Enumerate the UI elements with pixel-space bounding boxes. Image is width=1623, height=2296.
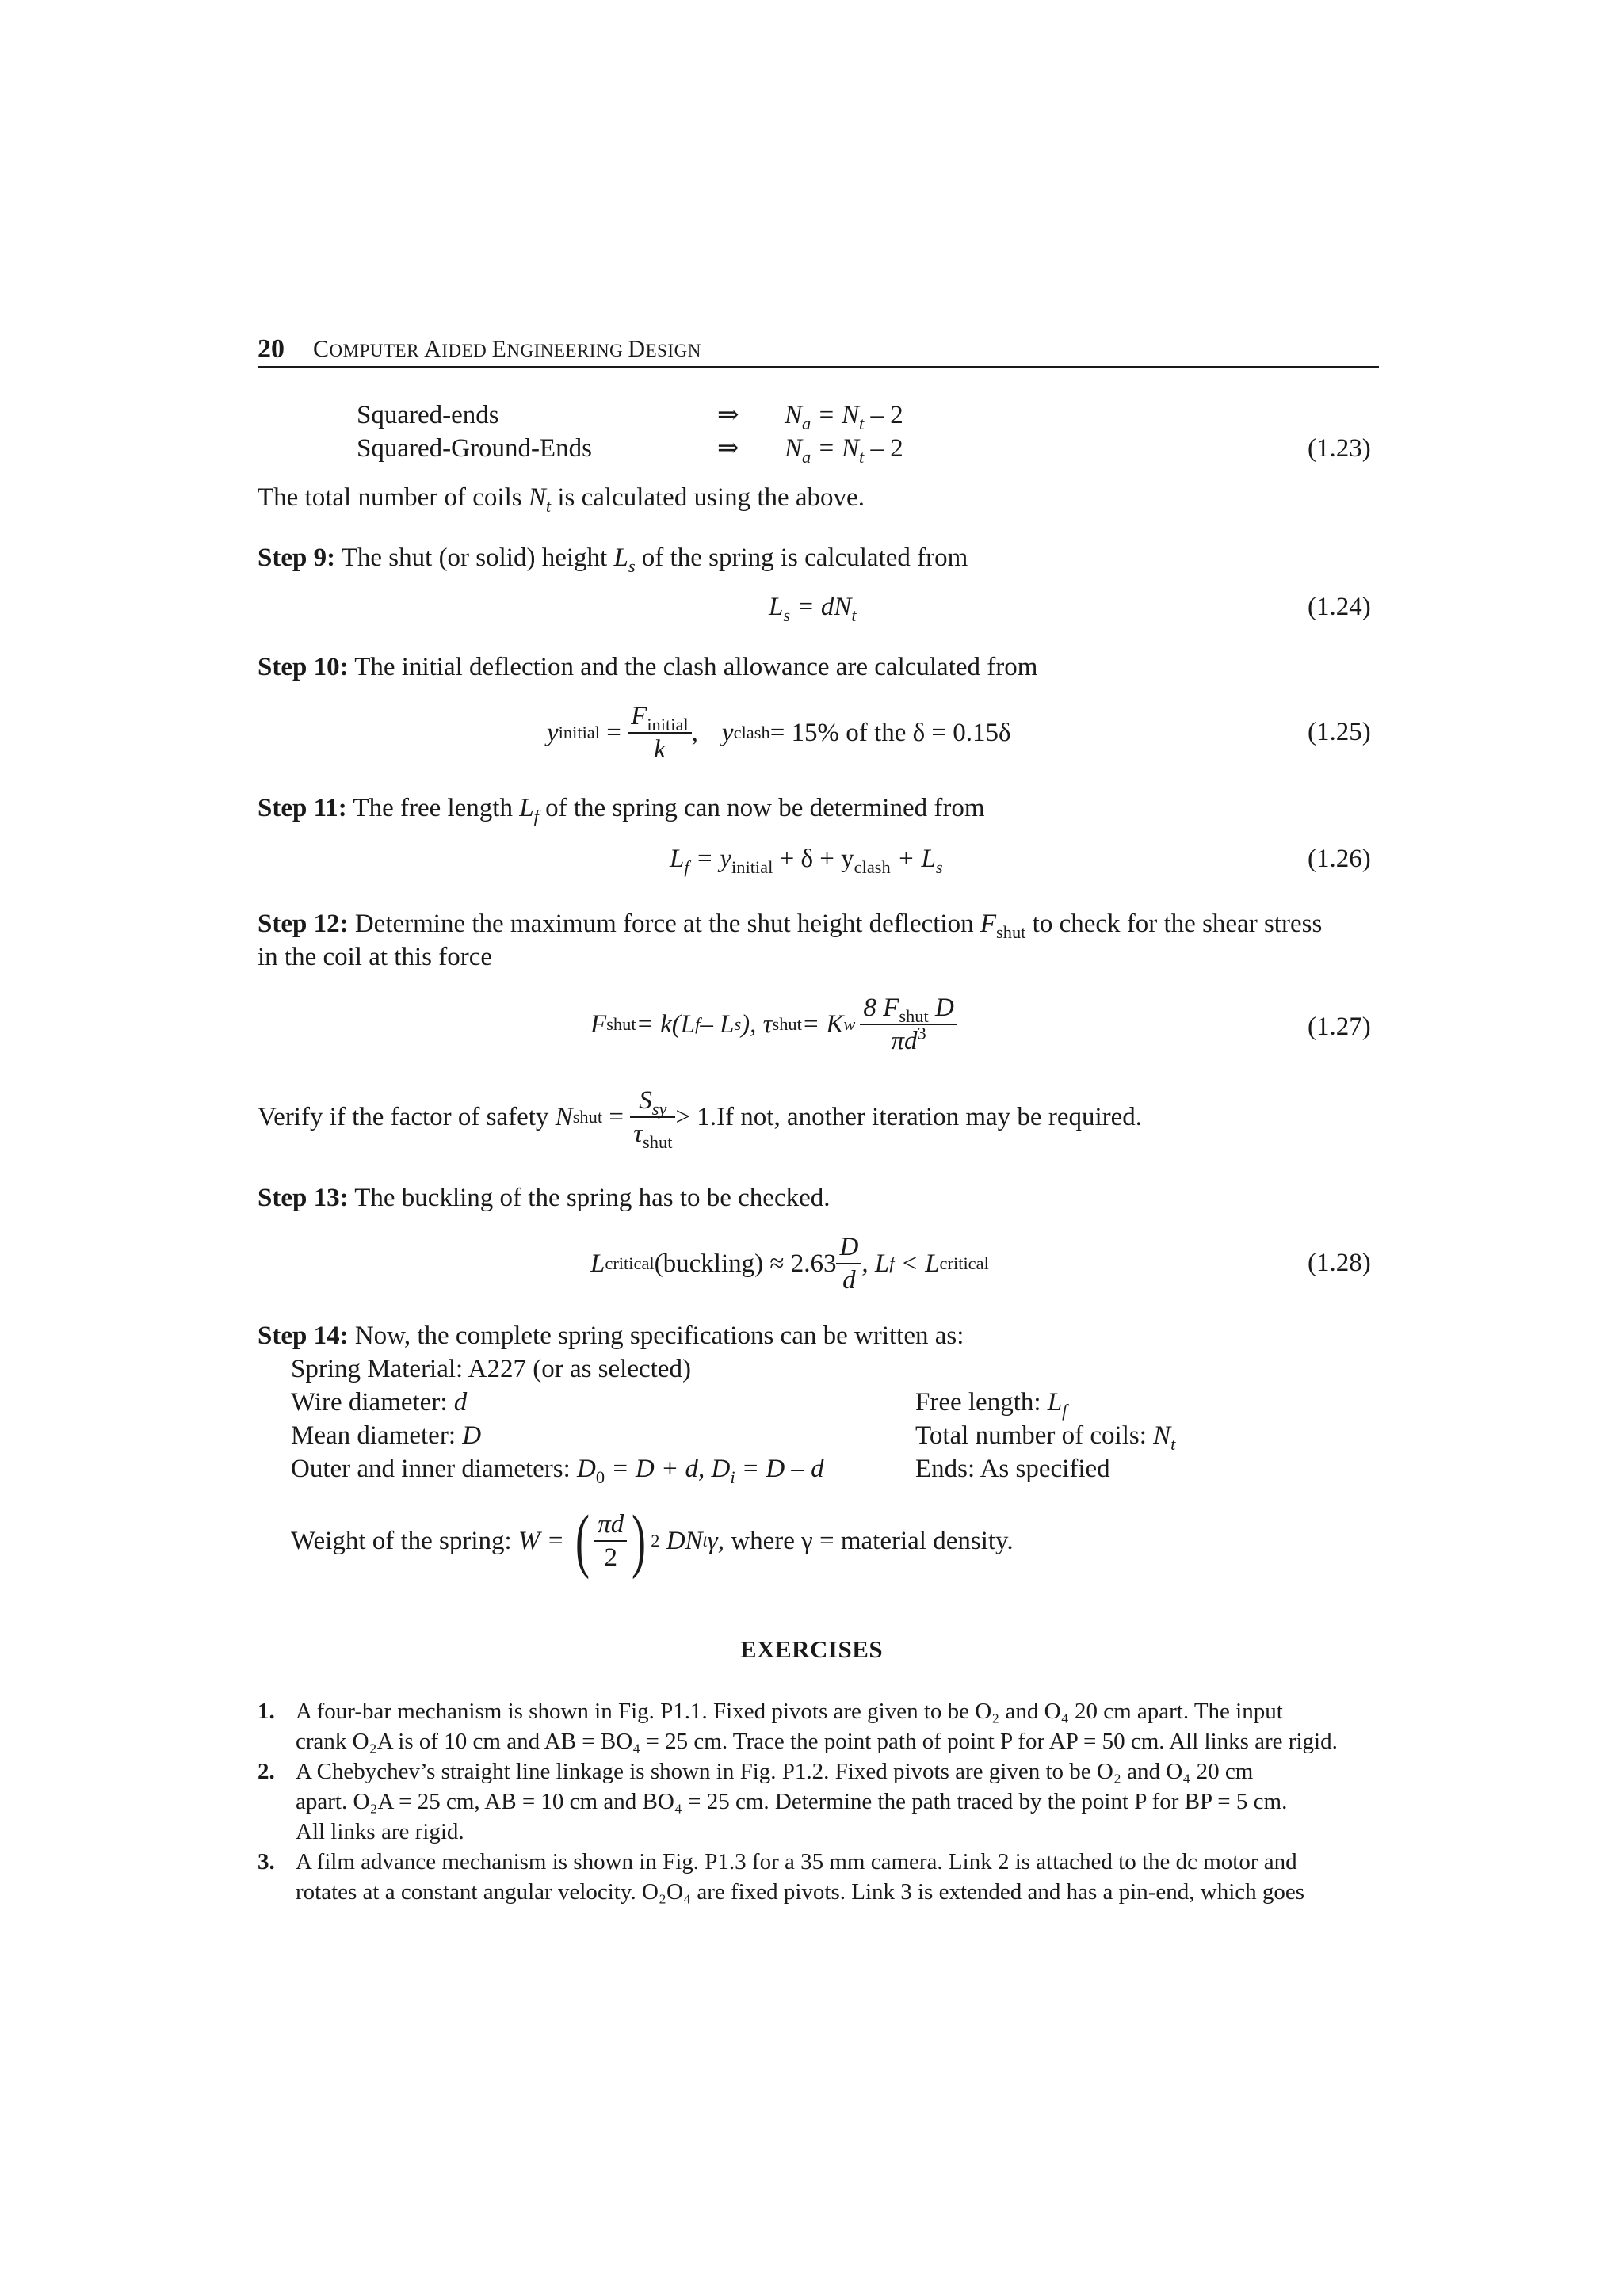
exercise-3-line-2: rotates at a constant angular velocity. O₂O₄ are fixed pivots. Link 3 is extended and has a pin-end, which goes bbox=[296, 1879, 1305, 1905]
ends-row-1-formula: $N_a = N_t - 2$ bbox=[785, 401, 903, 433]
spec-free-length: Free length: $L_f$ bbox=[915, 1388, 1067, 1421]
paragraph-total-coils: The total number of coils $N_t$ is calculated using the above. bbox=[258, 483, 865, 516]
spec-mean-diameter: Mean diameter: D bbox=[291, 1421, 482, 1450]
step-12-text: Step 12: Determine the maximum force at the shut height deflection $F_{shut}$ to check for the shear stress bbox=[258, 910, 1323, 942]
exercise-3-line-1: A film advance mechanism is shown in Fig. P1.3 for a 35 mm camera. Link 2 is attached to the dc motor and bbox=[296, 1849, 1297, 1875]
fraction-safety-factor: $\frac{S_{sy}}{\tau_{shut}}$ bbox=[630, 1085, 675, 1150]
spec-wire-diameter: Wire diameter: d bbox=[291, 1388, 468, 1417]
ends-row-2-arrow: ⇒ bbox=[717, 434, 739, 463]
step-10-text: Step 10: The initial deflection and the clash allowance are calculated from bbox=[258, 653, 1038, 681]
fraction-shear-stress: $\frac{8 F_{shut} D}{\pi d^3}$ bbox=[860, 992, 957, 1057]
step-13-text: Step 13: The buckling of the spring has to be checked. bbox=[258, 1184, 831, 1212]
equation-number-1-27: (1.27) bbox=[1308, 1013, 1371, 1041]
header-rule bbox=[258, 366, 1379, 368]
exercise-1-line-1: A four-bar mechanism is shown in Fig. P1.1. Fixed pivots are given to be O₂ and O₄ 20 cm apart. The input bbox=[296, 1699, 1283, 1724]
left-paren: ( bbox=[575, 1501, 590, 1580]
equation-number-1-26: (1.26) bbox=[1308, 845, 1371, 873]
fraction-buckling: $\frac{D}{d}$ bbox=[836, 1231, 861, 1296]
step-12-text-line-2: in the coil at this force bbox=[258, 943, 492, 971]
step-14-text: Step 14: Now, the complete spring specifications can be written as: bbox=[258, 1322, 964, 1350]
exercise-1-number: 1. bbox=[258, 1699, 275, 1724]
ends-row-2-formula: $N_a = N_t - 2$ bbox=[785, 434, 903, 467]
exercise-2-number: 2. bbox=[258, 1759, 275, 1784]
step-9-text: Step 9: The shut (or solid) height $L_s$ of the spring is calculated from bbox=[258, 543, 968, 576]
equation-1-27: F shut = k(L f – L s ), τ shut = K w $\frac{8 F_{shut} D}{\pi d^3}$ bbox=[590, 989, 957, 1060]
equation-1-26: $L_f = y_{initial} + \delta + y_{clash} + L_s$ bbox=[670, 845, 943, 877]
exercise-2-line-3: All links are rigid. bbox=[296, 1819, 464, 1844]
fraction-weight: $\frac{\pi d}{2}$ bbox=[594, 1508, 627, 1573]
equation-1-28: L critical (buckling) ≈ 2.63 $\frac{D}{d}$ , L f < L critical bbox=[590, 1233, 989, 1295]
equation-number-1-28: (1.28) bbox=[1308, 1249, 1371, 1277]
spec-outer-inner-diameters: Outer and inner diameters: $D_0 = D + d$, $D_i = D - d$ bbox=[291, 1455, 824, 1487]
spec-material: Spring Material: A227 (or as selected) bbox=[291, 1355, 691, 1383]
ends-row-1-label: Squared-ends bbox=[357, 401, 499, 429]
spec-total-coils: Total number of coils: $N_t$ bbox=[915, 1421, 1176, 1454]
equation-number-1-23: (1.23) bbox=[1308, 434, 1371, 463]
spec-ends: Ends: As specified bbox=[915, 1455, 1110, 1483]
running-title: COMPUTER AIDED ENGINEERING DESIGN bbox=[313, 336, 701, 362]
equation-number-1-24: (1.24) bbox=[1308, 593, 1371, 621]
equation-1-24: $L_s = dN_t$ bbox=[769, 593, 857, 625]
verify-safety-factor: Verify if the factor of safety N shut = $\frac{S_{sy}}{\tau_{shut}}$ > 1. If not, another iteration may be required. bbox=[258, 1086, 1143, 1152]
ends-row-1-arrow: ⇒ bbox=[717, 401, 739, 429]
exercise-2-line-2: apart. O₂A = 25 cm, AB = 10 cm and BO₄ = 25 cm. Determine the path traced by the point P for BP = 5 cm. bbox=[296, 1789, 1288, 1814]
exercises-heading: EXERCISES bbox=[739, 1635, 884, 1663]
fraction-initial-force: $\frac{F_{initial}}{k}$ bbox=[628, 700, 692, 765]
spec-weight: Weight of the spring: W = ( $\frac{\pi d}{2}$ ) 2 DN t γ, where γ = material density. bbox=[291, 1501, 1014, 1580]
ends-row-2-label: Squared-Ground-Ends bbox=[357, 434, 592, 463]
equation-1-25: y initial = $\frac{F_{initial}}{k}$ , y clash = 15% of the δ = 0.15δ bbox=[547, 702, 1011, 764]
page-number: 20 bbox=[258, 334, 285, 364]
exercise-3-number: 3. bbox=[258, 1849, 275, 1875]
right-paren: ) bbox=[632, 1501, 647, 1580]
exercise-2-line-1: A Chebychev’s straight line linkage is shown in Fig. P1.2. Fixed pivots are given to be O₂ and O₄ 20 cm bbox=[296, 1759, 1254, 1784]
equation-number-1-25: (1.25) bbox=[1308, 718, 1371, 746]
exercise-1-line-2: crank O₂A is of 10 cm and AB = BO₄ = 25 cm. Trace the point path of point P for AP = 50 cm. All links are rigid. bbox=[296, 1729, 1338, 1754]
step-11-text: Step 11: The free length $L_f$ of the spring can now be determined from bbox=[258, 794, 985, 826]
